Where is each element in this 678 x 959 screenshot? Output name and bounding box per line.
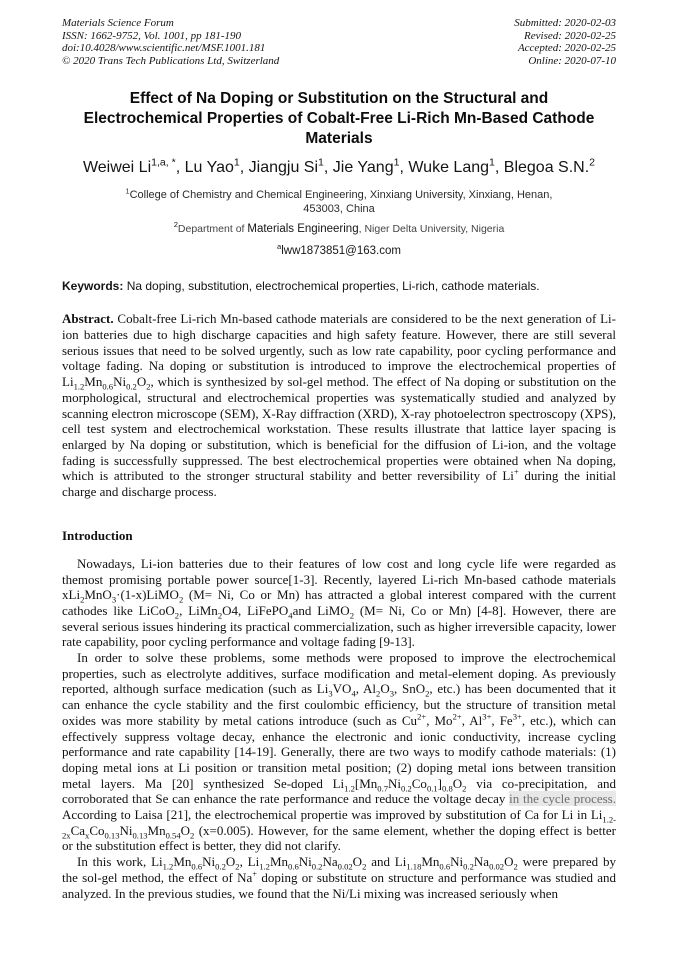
keywords-text: Na doping, substitution, electrochemical properties, Li-rich, cathode materials. <box>123 279 540 294</box>
corresponding-email: $^a$lww1873851@163.com <box>277 242 401 258</box>
journal-name: Materials Science Forum <box>62 17 174 29</box>
date-revised: Revised: 2020-02-25 <box>524 29 616 42</box>
paper-title: Effect of Na Doping or Substitution on the Structural and Electrochemical Properties of Cobalt-Free Li-Rich Mn-Based Cathode Materials <box>83 90 595 148</box>
section-heading-introduction: Introduction <box>62 527 133 543</box>
authors-line: Weiwei $Li^{1,a, *}$, Lu Yao$^1$, Jiangju Si$^1$, Jie Yang$^1$, Wuke Lang$^1$, Blegoa S.N.$^2$ <box>82 157 596 177</box>
keywords-line <box>62 279 616 294</box>
journal-header-dates <box>514 17 616 67</box>
abstract-paragraph: Abstract. Cobalt-free Li-rich Mn-based cathode materials are considered to be the next generation of Li-ion batteries due to high discharge capacities and high safety feature. However, there are still several serious issues that need to be solved urgently, such as low rate capability, poor cycling performance and voltage fading. Na doping or substitution is introduced to improve the electrochemical properties of $Li_{1.2}Mn_{0.6}Ni_{0.2}O_2$, which is synthesized by sol-gel method. The effect of Na doping or substitution on the morphological, structural and electrochemical properties was systematically studied and analyzed by scanning electron microscope (SEM), X-Ray diffraction (XRD), X-ray photoelectron spectroscopy (XPS), cell test system and electrochemical workstation. These results illustrate that lattice layer spacing is enlarged by Na doping or substitution, which is beneficial for the diffusion of Li-ion, and the voltage fading is successfully suppressed. The best electrochemical properties were obtained when Na doping, which is attributed to the stronger structural stability and better reversibility of Li+ during the initial charge and discharge process. <box>62 311 616 500</box>
date-accepted: Accepted: 2020-02-25 <box>517 42 616 55</box>
journal-doi: doi:10.4028/www.scientific.net/MSF.1001.181 <box>62 42 266 55</box>
journal-copyright: © 2020 Trans Tech Publications Ltd, Switzerland <box>62 54 280 67</box>
intro-paragraph-1: Nowadays, Li-ion batteries due to their features of low cost and long cycle life were regarded as themost promising portable power source[1-3]. Recently, layered Li-rich Mn-based cathode materials xLi$_2$MnO$_3$·(1-x)LiMO$_2$ (M= Ni, Co or Mn) has attracted a global interest compared with the current cathodes like LiCoO$_2$, LiMn$_2$O4, LiFePO$_4$and LiMO$_2$ (M= Ni, Co or Mn) [4-8]. However, there are several serious issues hindering its practical commercialization, such as higher irreversible capacity, lower rate capability, poor cycling performance and voltage fading [9-13]. <box>62 555 616 650</box>
keywords-label: Keywords: <box>62 279 124 294</box>
date-submitted: Submitted: 2020-02-03 <box>514 17 616 29</box>
journal-header <box>62 17 616 67</box>
intro-paragraph-2: In order to solve these problems, some methods were proposed to improve the electrochemical properties, such as electrolyte additives, surface modification and metal-element doping. As previously reported, although surface medication (such as $Li_3VO_4$, $Al_2O_3$, SnO$_2$, etc.) has been documented that it can enhance the cycle stability and the first coulombic efficiency, but the structure of transition metal oxides was more stability by metal cations introduce (such as $Cu^{2+}$, $Mo^{2+}$, $Al^{3+}$, $Fe^{3+}$, etc.), which can effectively suppress voltage decay, enhance the electronic and ionic conductivity, increase cycling performance and rate capability [14-19]. Generally, there are two ways to modify cathode materials: (1) doping metal ions at Li position or transition metal position; (2) doping metal ions between transition metal layers. Ma [20] synthesized Se-doped $Li_{1.2}[Mn_{0.7}Ni_{0.2}Co_{0.1}]_{0.8}O_2$ via co-precipitation, and corroborated that Se can enhance the rate performance and reduce the voltage decay in the cycle process. According to Laisa [21], the electrochemical propertie was improved by substitution of Ca for Li in $Li_{1.2-2x}Ca_xCo_{0.13}Ni_{0.13}Mn_{0.54}O_2$ (x=0.005). However, for the same element, whether the doping effect is better or the substitution effect is better, they did not clarify. <box>62 650 617 854</box>
introduction-body <box>62 556 616 901</box>
intro-paragraph-3: In this work, $Li_{1.2}Mn_{0.6}Ni_{0.2}O_2$, $Li_{1.2}Mn_{0.6}Ni_{0.2}Na_{0.02}O_2$ and $Li_{1.18}Mn_{0.6}Ni_{0.2}Na_{0.02}O_2$ were prepared by the sol-gel method, the effect of Na+ doping or substitute on structure and performance was studied and analyzed. In the previous studies, we found that the Ni/Li mixing was increased seriously when <box>62 854 616 901</box>
date-online: Online: 2020-07-10 <box>528 54 616 67</box>
journal-issn-volume: ISSN: 1662-9752, Vol. 1001, pp 181-190 <box>62 29 242 42</box>
affiliation-1: $^1$College of Chemistry and Chemical Engineering, Xinxiang University, Xinxiang, Henan, 453003, China <box>125 186 553 216</box>
journal-header-left <box>62 17 279 67</box>
affiliation-2: $^2$Department of Materials Engineering, Niger Delta University, Nigeria <box>173 220 505 236</box>
